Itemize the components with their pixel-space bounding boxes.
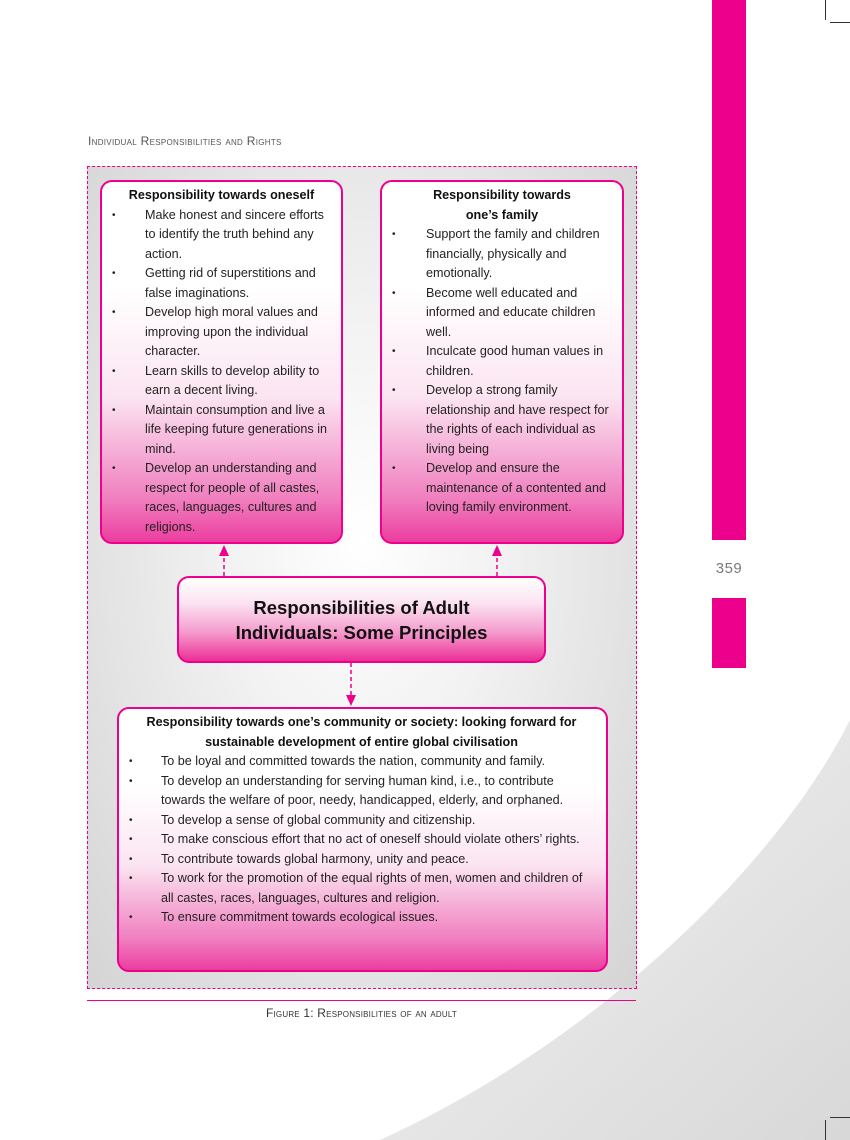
list-item: • To make conscious effort that no act of oneself should violate others’ rights. [129, 830, 594, 850]
figure-caption: Figure 1: Responsibilities of an adult [265, 1006, 458, 1020]
list-family [392, 225, 612, 518]
list-item: • Inculcate good human values in children. [392, 342, 612, 381]
list-item: • Make honest and sincere efforts to identify the truth behind any action. [112, 206, 331, 265]
crop-mark-bottom-h [830, 1117, 850, 1118]
list-item: • To develop an understanding for serving human kind, i.e., to contribute towards the welfare of poor, needy, handicapped, elderly, and orphaned. [129, 772, 594, 811]
crop-mark-top [825, 0, 826, 20]
caption-rule [87, 1000, 636, 1001]
list-item: • Become well educated and informed and educate children well. [392, 284, 612, 343]
list-oneself [112, 206, 331, 538]
crop-mark-top-h [830, 22, 850, 23]
list-item: • Develop an understanding and respect for people of all castes, races, languages, cultures and religions. [112, 459, 331, 537]
list-item: • To contribute towards global harmony, unity and peace. [129, 850, 594, 870]
box-title-family: Responsibility towards one’s family [433, 188, 571, 222]
box-title-oneself: Responsibility towards oneself [128, 188, 315, 202]
list-item: • To be loyal and committed towards the nation, community and family. [129, 752, 594, 772]
box-responsibility-oneself [100, 180, 343, 544]
list-item: • To ensure commitment towards ecological issues. [129, 908, 594, 928]
box-central-principles [177, 576, 546, 663]
list-item: • To work for the promotion of the equal rights of men, women and children of all castes, races, languages, cultures and religion. [129, 869, 594, 908]
side-tab-bar-top [712, 0, 746, 540]
box-responsibility-family [380, 180, 624, 544]
center-title-line-2: Individuals: Some Principles [235, 621, 488, 643]
crop-mark-bottom [825, 1120, 826, 1140]
list-item: • Learn skills to develop ability to earn a decent living. [112, 362, 331, 401]
box-responsibility-community [117, 707, 608, 972]
center-title-line-1: Responsibilities of Adult [253, 596, 470, 618]
page-number: 359 [715, 560, 743, 577]
running-head: Individual Responsibilities and Rights [88, 134, 282, 148]
list-item: • Develop and ensure the maintenance of a contented and loving family environment. [392, 459, 612, 518]
list-item: • Maintain consumption and live a life keeping future generations in mind. [112, 401, 331, 460]
side-tab-bar-bottom [712, 598, 746, 668]
list-item: • To develop a sense of global community and citizenship. [129, 811, 594, 831]
list-community [129, 752, 594, 928]
box-title-community: Responsibility towards one’s community or society: looking forward for sustainable development of entire global civilisation [146, 715, 577, 749]
list-item: • Develop high moral values and improving upon the individual character. [112, 303, 331, 362]
list-item: • Support the family and children financially, physically and emotionally. [392, 225, 612, 284]
list-item: • Getting rid of superstitions and false imaginations. [112, 264, 331, 303]
list-item: • Develop a strong family relationship and have respect for the rights of each individual as living being [392, 381, 612, 459]
